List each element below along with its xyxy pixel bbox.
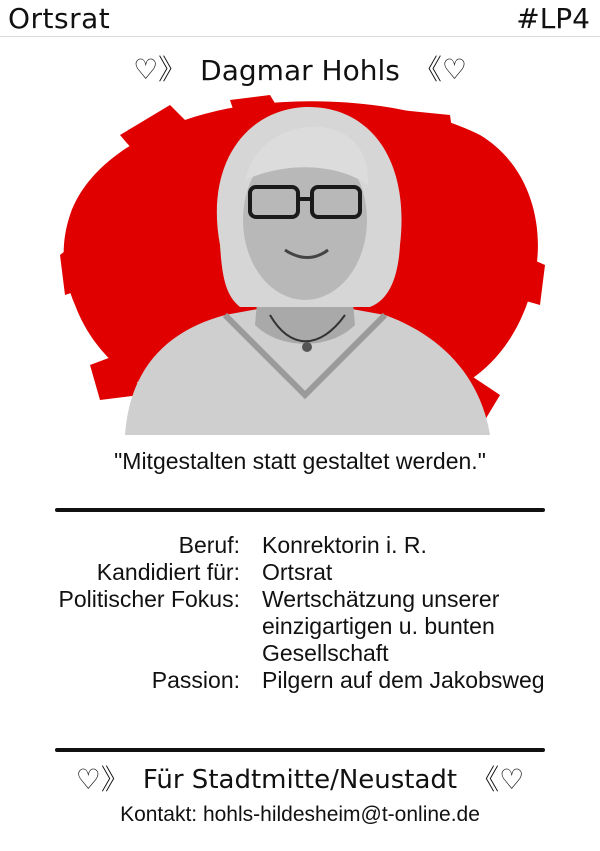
heart-icon: 《♡ [413,53,467,86]
info-label: Beruf: [178,532,240,558]
candidate-name-row [0,48,600,92]
info-row-kandidiert [0,559,600,586]
divider-bottom [55,748,545,752]
header-ortsrat-label: Ortsrat [8,2,111,35]
district-name: Für Stadtmitte/Neustadt [142,765,458,795]
candidate-info [0,532,600,694]
district-row [0,760,600,800]
campaign-quote: "Mitgestalten statt gestaltet werden." [114,448,486,474]
header-hashtag: #LP4 [516,2,590,35]
portrait-illustration [0,95,600,440]
top-bar [0,0,600,37]
contact-email: Kontakt: hohls-hildesheim@t-online.de [120,803,480,826]
candidate-name: Dagmar Hohls [200,53,400,87]
info-row-passion [0,667,600,694]
info-value: Konrektorin i. R. [262,532,427,558]
heart-icon: ♡》 [133,53,187,86]
info-value: Wertschätzung unserer einzigartigen u. bunten Gesellschaft [262,586,500,666]
heart-icon: ♡》 [75,763,129,796]
info-label: Politischer Fokus: [58,586,240,612]
info-label: Kandidiert für: [96,559,240,585]
info-label: Passion: [151,667,240,693]
info-row-fokus [0,586,600,667]
info-row-beruf [0,532,600,559]
portrait-photo [0,95,600,440]
heart-icon: 《♡ [471,763,525,796]
info-value: Ortsrat [262,559,333,585]
divider-top [55,508,545,512]
info-value: Pilgern auf dem Jakobsweg [262,667,545,693]
